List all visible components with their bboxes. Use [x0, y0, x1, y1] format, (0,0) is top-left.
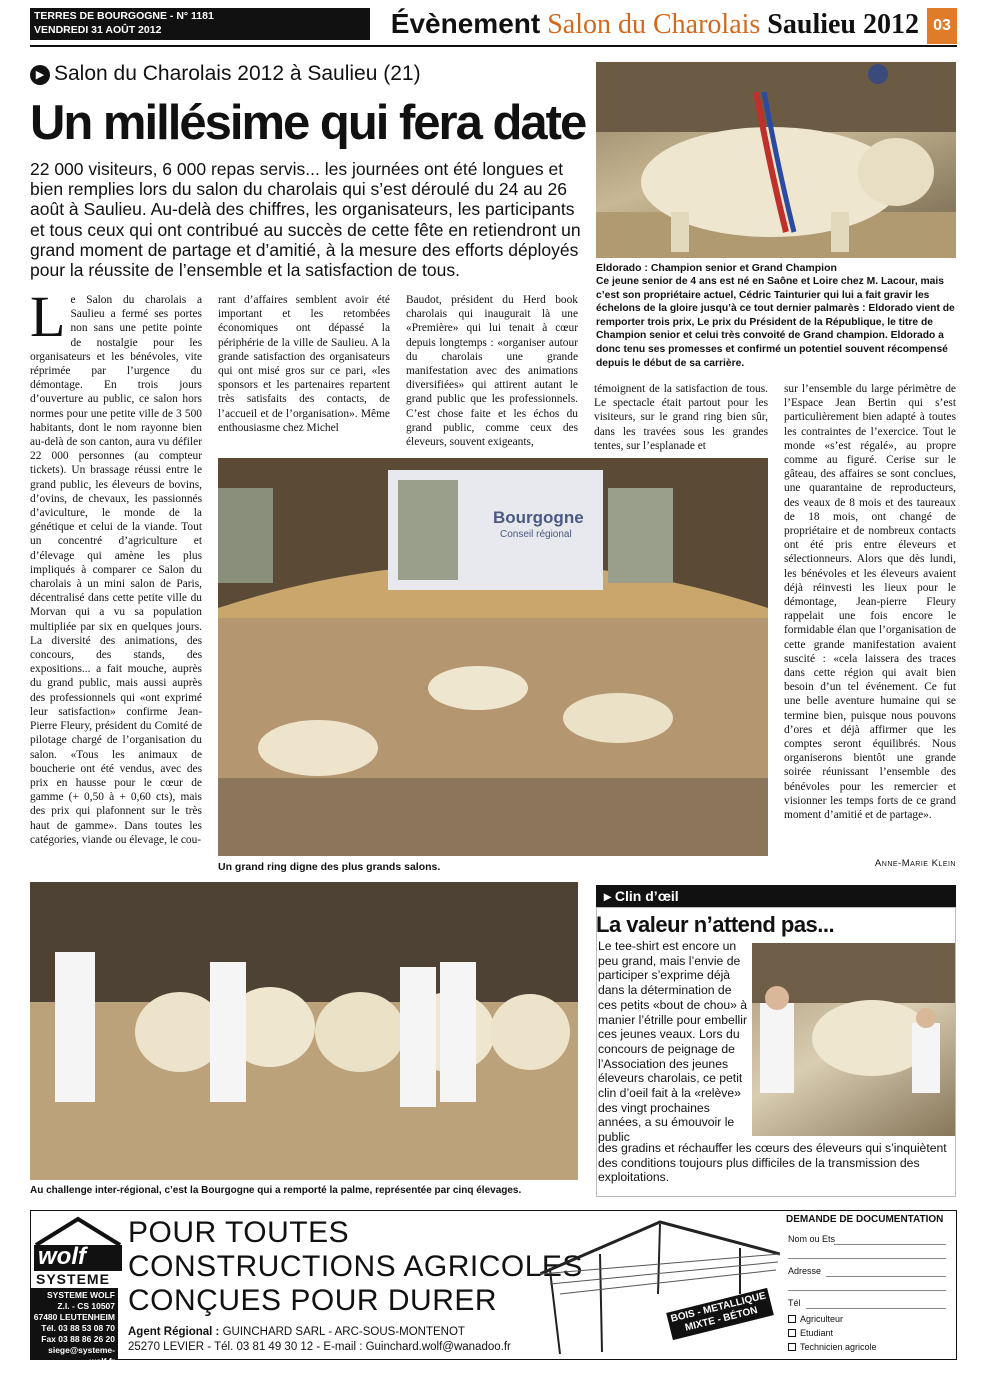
article-column-5: sur l’ensemble du large périmètre de l’Espace Jean Bertin qui s’est particulièrement bien adapté à toutes les contraintes de l’exercice. Tout le monde «s’est régalé», au propre comme au figuré. Cerise sur le gâteau, des affaires se sont conclues, une quarantaine de reproducteurs, des veaux de 8 mois et des taureaux de 18 mois, ont changé de propriétaire et de nombreux contacts ont été pris entre éleveurs et sélectionneurs. Alors que dès lundi, les bénévoles et les éleveurs avaient déjà réinvesti les lieux pour le démontage, Jean-pierre Fleury rappelait une fois encore le formidable élan que l’organisation de cette grande manifestation avaient suscité : «cela laissera des traces dans cette région qui avait bien besoin d’un tel événement. Ce fut une belle aventure humaine qui se termine bien, puisque nous pouvons d’ores et déjà affirmer que les comptes seront équilibrés. Nous organiserons bientôt une grande soirée réunissant l’ensemble des bénévoles pour les remercier et visionner les temps forts de ce grand moment d’amitié et de partage».: [784, 383, 956, 822]
form-line-address-2: [788, 1290, 946, 1291]
photo-child-grooming-calf: [752, 943, 955, 1136]
clin-doeil-text-wide: des gradins et réchauffer les cœurs des éleveurs qui s’inquiètent des conditions toujours plus difficiles de la transmission des exploitations.: [598, 1141, 947, 1185]
article-column-1: [30, 284, 202, 847]
address-line: Tél. 03 88 53 08 70: [41, 1323, 115, 1333]
form-option-farmer: [788, 1314, 843, 1324]
address-line: 67480 LEUTENHEIM: [33, 1312, 115, 1322]
article-lede: 22 000 visiteurs, 6 000 repas servis... les journées ont été longues et bien remplies lors du salon du charolais qui s’est déroulé du 24 au 26 août à Saulieu. Au-delà des chiffres, les organisateurs, les participants et tous ceux qui ont contribué au succès de cette fête en retiendront un grand moment de partage et d’amitié, à la mesure des efforts déployés pour la réussite de l’ensemble et la satisfaction de tous.: [30, 159, 581, 281]
caret-right-icon: ▸: [604, 888, 615, 904]
clin-doeil-header: [596, 885, 956, 907]
article-kicker: [30, 62, 421, 86]
article-column-3: Baudot, président du Herd book charolais qui inaugurait là une «Première» qui lui tenait à cœur depuis longtemps : «organiser autour du charolais une grande manifestation avec des animations diversifiées» qui attirent autant le grand public que les professionnels. C’est chose faite et les échos du grand public, comme ceux des éleveurs, souvent exigeants,: [406, 294, 578, 449]
option-label: Technicien agricole: [800, 1342, 877, 1352]
ad-agent-label: Agent Régional :: [128, 1326, 220, 1338]
ad-line-3: CONÇUES POUR DURER: [128, 1284, 498, 1317]
form-line-phone: [806, 1308, 946, 1309]
event-name: Salon du Charolais: [547, 9, 761, 40]
ad-agent-name: GUINCHARD SARL - ARC-SOUS-MONTENOT: [222, 1326, 465, 1338]
publication-name: TERRES DE BOURGOGNE - N° 1181: [34, 10, 214, 22]
ad-line-2: CONSTRUCTIONS AGRICOLES: [128, 1250, 583, 1283]
form-field-phone: Tél: [788, 1298, 801, 1308]
wolf-logo-text: wolf: [38, 1243, 86, 1270]
article-column-2: rant d’affaires semblent avoir été important et les retombées économiques ont dépassé la périphérie de la ville de Saulieu. A la grande satisfaction des organisateurs qui ont misé gros sur ce pari, «les sponsors et les partenaires repartent très satisfaits des contacts, de l’accueil et de l’organisation». Même enthousiasme chez Michel: [218, 294, 390, 434]
wolf-logo-subtitle: SYSTEME: [36, 1271, 110, 1287]
bull-illustration: [596, 62, 956, 258]
article-signature: Anne-Marie Klein: [874, 858, 956, 869]
publication-date: VENDREDI 31 AOÛT 2012: [34, 24, 162, 36]
checkbox-icon: [788, 1315, 796, 1323]
section-header: [380, 8, 925, 40]
challenge-caption: Au challenge inter-régional, c’est la Bourgogne qui a remporté la palme, représentée par cinq élevages.: [30, 1185, 522, 1196]
drop-cap: L: [30, 284, 66, 349]
material-stamp: BOIS - METALLIQUE MIXTE - BÉTON: [666, 1288, 774, 1340]
clin-doeil-label: Clin d’œil: [614, 888, 679, 904]
event-place-year: Saulieu 2012: [767, 9, 919, 40]
form-field-name: Nom ou Ets: [788, 1234, 836, 1244]
article-column-4: témoignent de la satisfaction de tous. Le spectacle était partout pour les visiteurs, sur le grand ring bien sûr, dans les travées sous les grandes tentes, sur l’esplanade et: [594, 383, 768, 452]
wolf-address-block: [30, 1288, 118, 1366]
ring-caption: Un grand ring digne des plus grands salons.: [218, 861, 441, 873]
form-line-address: [826, 1276, 946, 1277]
option-label: Agriculteur: [800, 1314, 844, 1324]
column-1-text: e Salon du charolais a Saulieu a fermé ses portes non sans une petite pointe de nostalgie pour les organisateurs et les bénévoles, vite réprimée par l’urgence du démontage. En trois jours d’ouverture au public, ce salon hors normes pour une petite ville de 3 500 habitants, dont le nom rayonne bien au-delà de son canton, aura vu défiler 22 000 personnes (au compteur tickets). Un brassage réussi entre le grand public, les éleveurs de bovins, d’ovins, de chevaux, les passionnés d’aviculture, le monde de la génétique et celui de la viande. Tout un concentré d’agriculture et d’élevage qui amène les plus impliqués à comparer ce Salon du charolais à un mini salon de Paris, décentralisé dans cette petite ville du Morvan qui a vu sa population multipliée par six en quelques jours. La diversité des animations, des concours, des stands, des expositions... a fait mouche, auprès du grand public, mais aussi auprès des professionnels qui «ont exprimé leur satisfaction» confirme Jean-Pierre Fleury, président du Comité de pilotage chargé de l’organisation du salon. «Tous les animaux de boucherie ont été vendus, avec des prix en hausse pour le cœur de gamme (+ 0,50 à + 0,60 cts), mais des prix qui plafonnent sur le très haut de gamme». Dans toutes les catégories, viande ou élevage, le cou-: [30, 294, 202, 846]
wolf-logo: [34, 1215, 122, 1287]
form-option-technician: [788, 1342, 877, 1352]
page-number: 03: [927, 8, 957, 44]
documentation-form: [782, 1212, 955, 1358]
checkbox-icon: [788, 1343, 796, 1351]
ad-agent-contact: 25270 LEVIER - Tél. 03 81 49 30 12 - E-mail : Guinchard.wolf@wanadoo.fr: [128, 1341, 511, 1353]
shed-illustration: [540, 1214, 780, 1356]
address-line: Fax 03 88 86 26 20: [41, 1334, 115, 1344]
form-title: DEMANDE DE DOCUMENTATION: [786, 1214, 944, 1225]
form-option-student: [788, 1328, 833, 1338]
masthead-publication-block: [30, 8, 370, 40]
ad-agent-line: [128, 1325, 465, 1339]
photo-champion-bull: [596, 62, 956, 258]
ad-line-1: POUR TOUTES: [128, 1216, 350, 1249]
champion-caption-text: Ce jeune senior de 4 ans est né en Saône et Loire chez M. Lacour, mais c’est son propriétaire actuel, Cédric Tainturier qui lui a fait gravir les échelons de la gloire jusqu’à ce tout dernier palmarès : Eldorado vient de remporter trois prix, Le prix du Président de la République, le titre de Champion senior et celui très convoité de Grand champion. Eldorado a donc tenu ses promesses et confirmé un potentiel souvent récompensé depuis le début de sa carrière.: [596, 276, 955, 369]
clin-doeil-title: La valeur n’attend pas...: [596, 912, 835, 937]
ring-screen-title: Bourgogne: [493, 508, 584, 527]
clin-doeil-text-narrow: Le tee-shirt est encore un peu grand, mais l’envie de participer s’exprime déjà dans la détermination de ces petits «bout de chou» à manier l’étrille pour embellir ces jeunes veaux. Lors du concours de peignage de l’Association des jeunes éleveurs charolais, ce petit clin d’oeil fait à la «relève» des vingt prochaines années, a su émouvoir le public: [598, 939, 748, 1145]
form-field-address: Adresse: [788, 1266, 822, 1276]
champion-caption-title: Eldorado : Champion senior et Grand Champion: [596, 262, 837, 274]
address-line: SYSTEME WOLF: [47, 1290, 115, 1300]
challenge-illustration: [30, 882, 578, 1180]
header-divider: [30, 45, 957, 47]
child-calf-illustration: [752, 943, 955, 1136]
checkbox-icon: [788, 1329, 796, 1337]
photo-interregional-challenge: [30, 882, 578, 1180]
address-line: Z.I. - CS 10507: [57, 1301, 115, 1311]
ring-screen-subtitle: Conseil régional: [500, 529, 572, 540]
option-label: Etudiant: [800, 1328, 834, 1338]
section-label: Évènement: [390, 8, 541, 39]
address-line: siege@systeme-wolf.fr: [48, 1345, 115, 1366]
form-line-name: [834, 1244, 946, 1245]
article-headline: Un millésime qui fera date: [30, 96, 586, 150]
form-line-name-2: [788, 1258, 946, 1259]
kicker-text: Salon du Charolais 2012 à Saulieu (21): [54, 62, 421, 85]
photo-grand-ring: [218, 458, 768, 856]
play-icon: ▶: [30, 65, 50, 85]
